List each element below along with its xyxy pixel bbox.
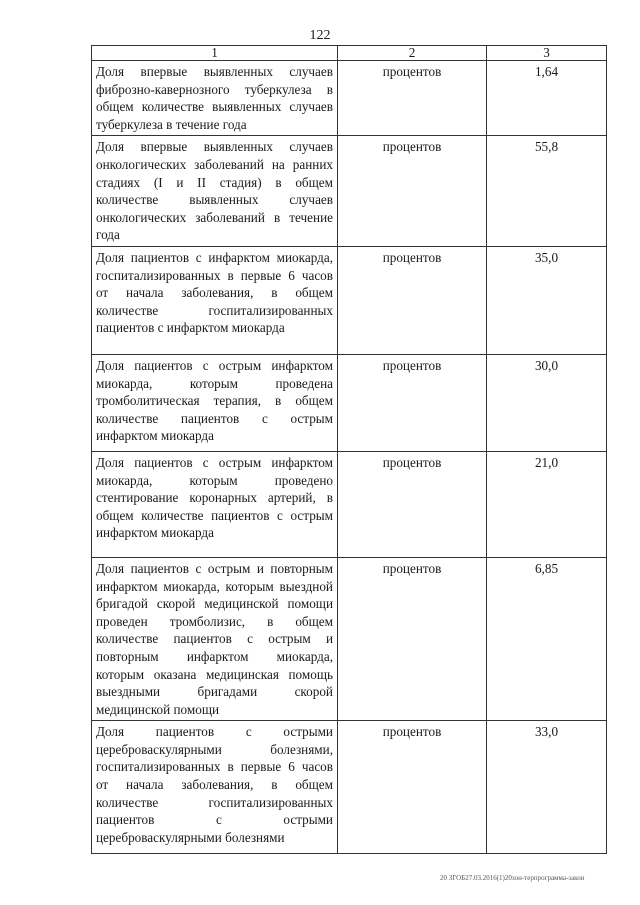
- indicator-unit: процентов: [338, 721, 487, 854]
- table-row: [92, 136, 607, 247]
- indicator-name: Доля пациентов с острым и повторным инфарктом миокарда, которым выездной бригадой скорой медицинской помощи проведен тромболизис, в общем количестве пациентов с острым и повторным инфарктом миокарда, которым оказана медицинская помощь выездными бригадами скорой медицинской помощи: [92, 557, 338, 720]
- indicator-name: Доля впервые выявленных случаев фиброзно-кавернозного туберкулеза в общем количестве выявленных случаев туберкулеза в течение года: [92, 61, 338, 136]
- footer-file-reference: 20 ЗГОБ27.03.2016(1)20зон-терпрограмма-закон: [440, 874, 585, 882]
- indicator-name: Доля пациентов с инфарктом миокарда, госпитализированных в первые 6 часов от начала заболевания, в общем количестве госпитализированных пациентов с инфарктом миокарда: [92, 246, 338, 354]
- indicator-name: Доля пациентов с острым инфарктом миокарда, которым проведена тромболитическая терапия, в общем количестве пациентов с острым инфарктом миокарда: [92, 354, 338, 451]
- indicator-unit: процентов: [338, 451, 487, 557]
- indicator-value: 6,85: [487, 557, 607, 720]
- indicator-value: 55,8: [487, 136, 607, 247]
- indicator-name: Доля пациентов с острым инфарктом миокарда, которым проведено стентирование коронарных артерий, в общем количестве пациентов с острым инфарктом миокарда: [92, 451, 338, 557]
- indicator-value: 35,0: [487, 246, 607, 354]
- table-header-row: [92, 46, 607, 61]
- table-row: [92, 246, 607, 354]
- table-row: [92, 557, 607, 720]
- indicator-unit: процентов: [338, 557, 487, 720]
- indicator-unit: процентов: [338, 61, 487, 136]
- indicator-value: 30,0: [487, 354, 607, 451]
- column-header-3: 3: [487, 46, 607, 61]
- indicator-name: Доля впервые выявленных случаев онкологических заболеваний на ранних стадиях (I и II стадия) в общем количестве выявленных случаев онкологических заболеваний в течение года: [92, 136, 338, 247]
- indicators-table: [91, 45, 607, 854]
- table-row: [92, 61, 607, 136]
- indicator-value: 33,0: [487, 721, 607, 854]
- table-row: [92, 721, 607, 854]
- indicator-unit: процентов: [338, 354, 487, 451]
- page-number: 122: [309, 28, 331, 43]
- table-row: [92, 354, 607, 451]
- column-header-1: 1: [92, 46, 338, 61]
- indicator-value: 21,0: [487, 451, 607, 557]
- indicator-name: Доля пациентов с острыми цереброваскулярными болезнями, госпитализированных в первые 6 часов от начала заболевания, в общем количестве госпитализированных пациентов с острыми цереброваскулярными болезнями: [92, 721, 338, 854]
- indicator-value: 1,64: [487, 61, 607, 136]
- indicator-unit: процентов: [338, 246, 487, 354]
- table-row: [92, 451, 607, 557]
- column-header-2: 2: [338, 46, 487, 61]
- indicator-unit: процентов: [338, 136, 487, 247]
